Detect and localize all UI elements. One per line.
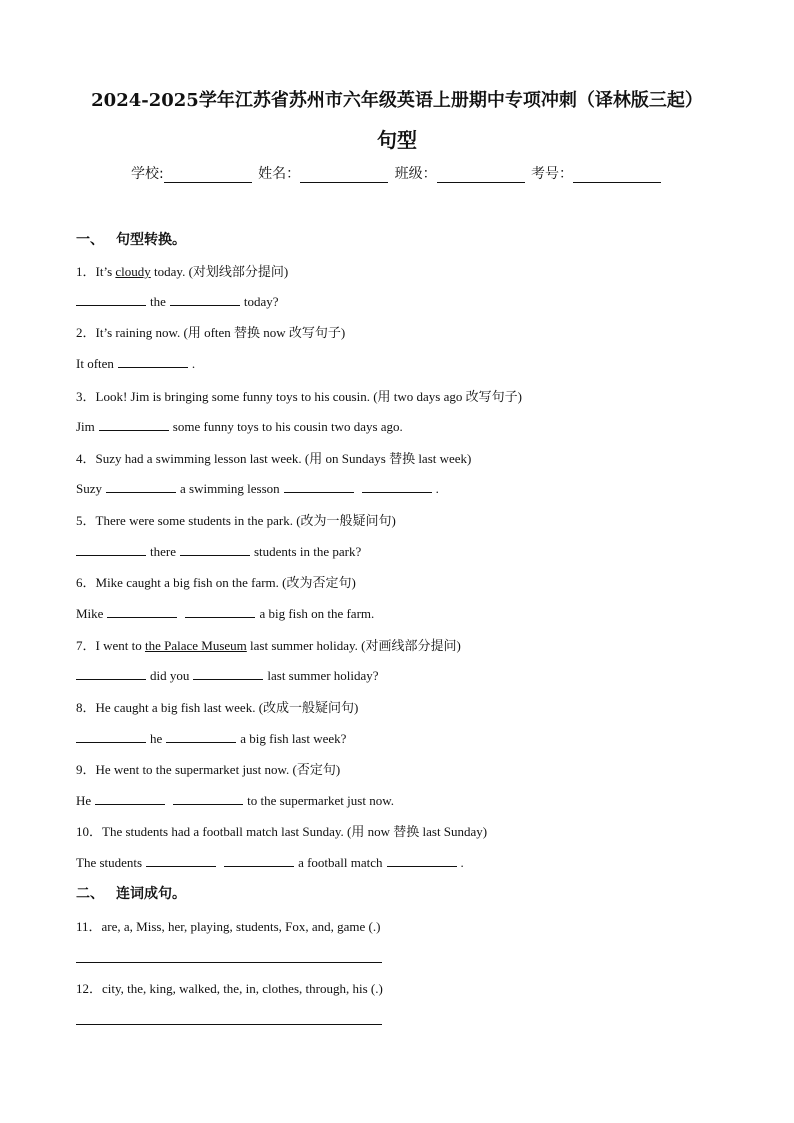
answer-blank[interactable] bbox=[99, 417, 169, 431]
name-field[interactable] bbox=[300, 166, 388, 183]
answer-blank[interactable] bbox=[95, 791, 165, 805]
school-field[interactable] bbox=[164, 166, 252, 183]
question-1: 1．It’s cloudy today. (对划线部分提问) bbox=[76, 264, 289, 279]
question-7: 7．I went to the Palace Museum last summer holiday. (对画线部分提问) bbox=[76, 638, 461, 653]
answer-blank[interactable] bbox=[118, 354, 188, 368]
answer-5: there students in the park? bbox=[76, 542, 361, 560]
answer-blank[interactable] bbox=[185, 604, 255, 618]
page-subtitle: 句型 bbox=[377, 128, 417, 152]
question-6: 6．Mike caught a big fish on the farm. (改为否定句) bbox=[76, 575, 356, 590]
question-5: 5．There were some students in the park. (改为一般疑问句) bbox=[76, 513, 396, 528]
answer-3: Jim some funny toys to his cousin two days ago. bbox=[76, 419, 403, 434]
section-heading-2: 二、 连词成句。 bbox=[76, 886, 186, 902]
question-3: 3．Look! Jim is bringing some funny toys to his cousin. (用 two days ago 改写句子) bbox=[76, 389, 522, 404]
section-heading-1: 一、 句型转换。 bbox=[76, 232, 186, 248]
underlined-phrase: cloudy bbox=[115, 264, 151, 279]
answer-blank[interactable] bbox=[166, 729, 236, 743]
answer-blank[interactable] bbox=[146, 853, 216, 867]
answer-10: The students a football match . bbox=[76, 855, 464, 870]
answer-1: the today? bbox=[76, 292, 279, 310]
question-12: 12．city, the, king, walked, the, in, clothes, through, his (.) bbox=[76, 981, 383, 996]
underlined-phrase: the Palace Museum bbox=[144, 638, 247, 653]
answer-8: he a big fish last week? bbox=[76, 729, 346, 747]
answer-9: He to the supermarket just now. bbox=[76, 793, 394, 808]
answer-blank[interactable] bbox=[76, 292, 146, 306]
answer-blank[interactable] bbox=[193, 666, 263, 680]
name-label: 姓名： bbox=[258, 166, 301, 182]
question-2: 2．It’s raining now. (用 often 替换 now 改写句子) bbox=[76, 325, 346, 340]
answer-blank[interactable] bbox=[224, 853, 294, 867]
page-title: 2024-2025学年江苏省苏州市六年级英语上册期中专项冲刺（译林版三起） bbox=[91, 90, 703, 111]
answer-6: Mike a big fish on the farm. bbox=[76, 606, 375, 621]
answer-2: It often . bbox=[76, 356, 196, 371]
answer-blank[interactable] bbox=[107, 604, 177, 618]
answer-blank[interactable] bbox=[362, 479, 432, 493]
question-8: 8．He caught a big fish last week. (改成一般疑问句) bbox=[76, 700, 359, 715]
answer-blank[interactable] bbox=[106, 479, 176, 493]
number-field[interactable] bbox=[573, 166, 661, 183]
answer-blank[interactable] bbox=[170, 292, 240, 306]
answer-blank[interactable] bbox=[173, 791, 243, 805]
class-label: 班级： bbox=[394, 166, 437, 182]
question-4: 4．Suzy had a swimming lesson last week. (用 on Sundays 替换 last week) bbox=[76, 451, 472, 466]
question-9: 9．He went to the supermarket just now. (否定句) bbox=[76, 762, 341, 777]
answer-7: did you last summer holiday? bbox=[76, 666, 379, 684]
school-label: 学校: bbox=[130, 166, 164, 182]
answer-blank[interactable] bbox=[76, 666, 146, 680]
number-label: 考号： bbox=[531, 166, 574, 182]
answer-blank[interactable] bbox=[284, 479, 354, 493]
answer-line-11[interactable] bbox=[76, 962, 382, 963]
class-field[interactable] bbox=[437, 166, 525, 183]
answer-blank[interactable] bbox=[387, 853, 457, 867]
question-10: 10．The students had a football match last Sunday. (用 now 替换 last Sunday) bbox=[76, 824, 488, 839]
answer-blank[interactable] bbox=[180, 542, 250, 556]
student-info-row bbox=[0, 163, 794, 183]
answer-4: Suzy a swimming lesson . bbox=[76, 481, 439, 496]
answer-blank[interactable] bbox=[76, 729, 146, 743]
answer-line-12[interactable] bbox=[76, 1024, 382, 1025]
question-11: 11．are, a, Miss, her, playing, students, Fox, and, game (.) bbox=[76, 919, 381, 934]
answer-blank[interactable] bbox=[76, 542, 146, 556]
